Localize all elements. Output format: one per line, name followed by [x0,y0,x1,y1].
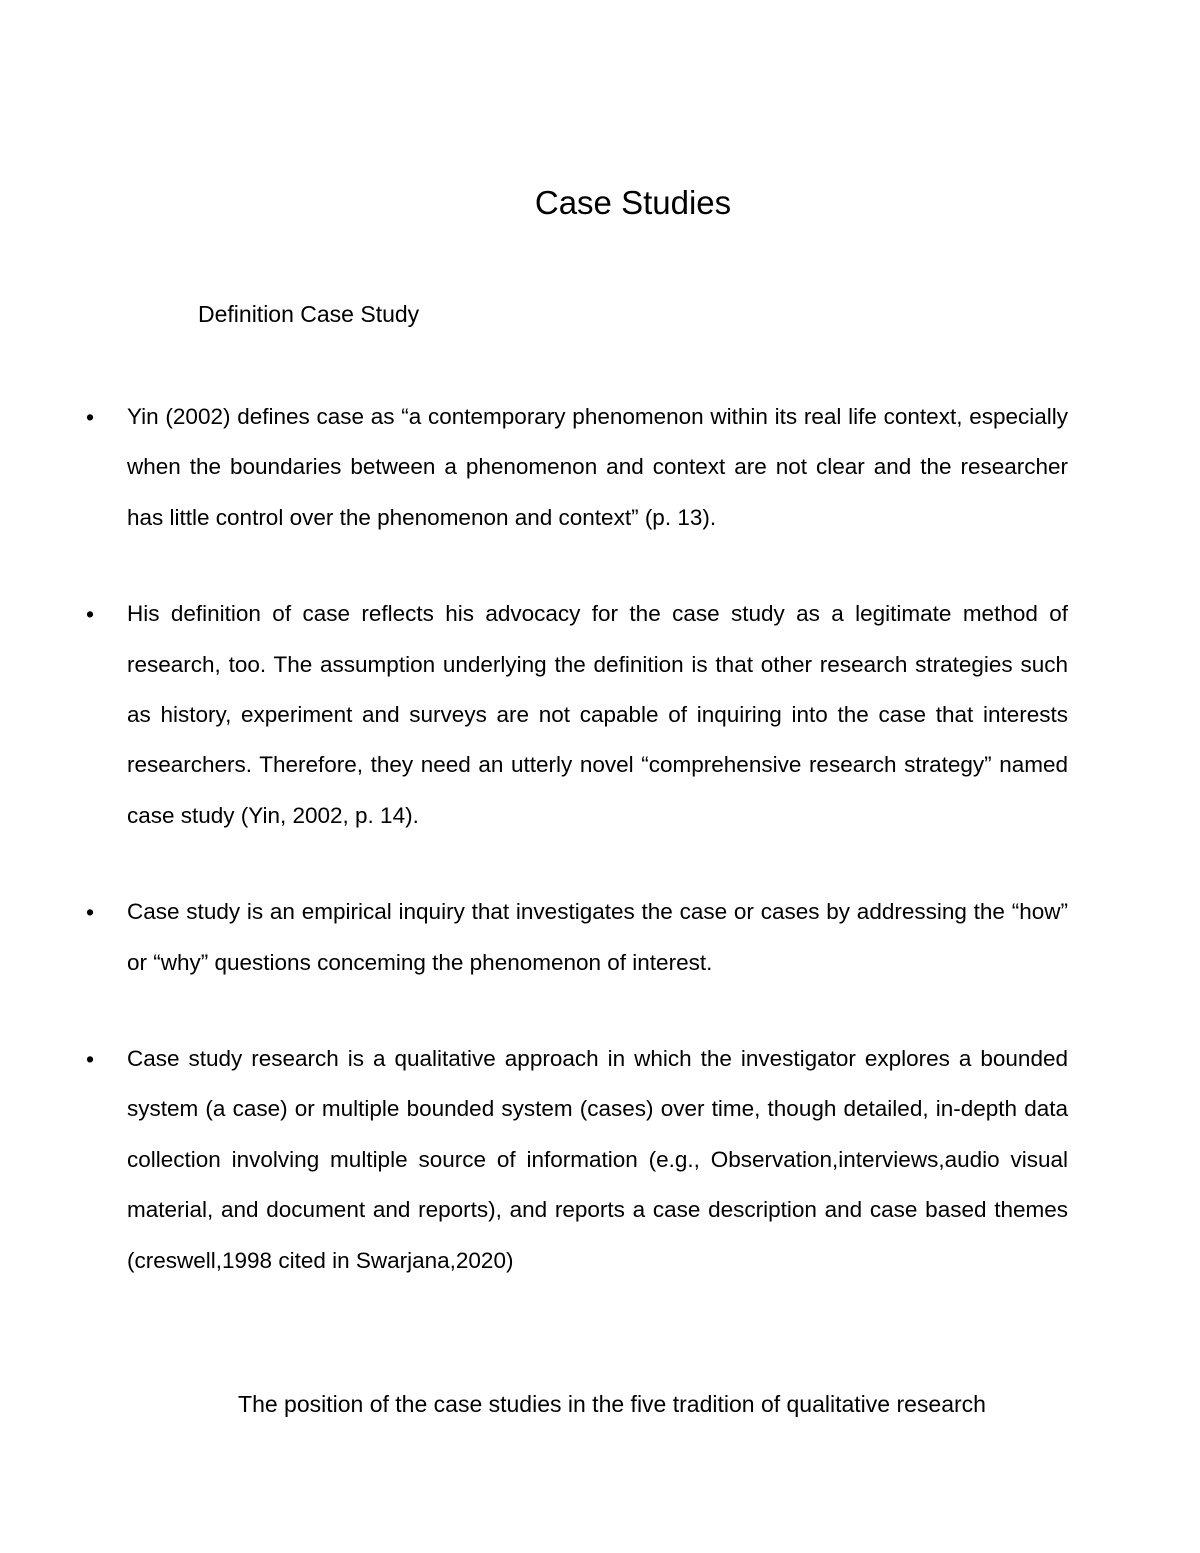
bullet-icon: • [86,899,95,926]
bullet-icon: • [86,601,95,628]
bullet-icon: • [86,404,95,430]
section-heading: Definition Case Study [198,301,420,327]
bullet-icon: • [86,1046,95,1073]
bullet-text: Case study research is a qualitative approach in which the investigator explores a bounded system (a case) or multiple bounded system (cases) over time, though detailed, in-depth data collection involving multiple source of information (e.g., Observation,interviews,audio visual material, and document and reports), and reports a case description and case based themes (creswell,1998 cited in Swarjana,2020) [127,1046,1068,1273]
closing-heading: The position of the case studies in the five tradition of qualitative research [238,1391,986,1417]
bullet-list [0,392,1200,1332]
list-item [0,1034,1200,1286]
bullet-text: His definition of case reflects his advocacy for the case study as a legitimate method of research, too. The assumption underlying the definition is that other research strategies such as history, experiment and surveys are not capable of inquiring into the case that interests researchers. Therefore, they need an utterly novel “comprehensive research strategy” named case study (Yin, 2002, p. 14). [127,601,1068,828]
list-item [0,392,1200,543]
page-title: Case Studies [534,184,732,221]
list-item [0,887,1200,988]
list-item [0,589,1200,841]
bullet-text: Yin (2002) defines case as “a contemporary phenomenon within its real life context, especially when the boundaries between a phenomenon and context are not clear and the researcher has little control over the phenomenon and context” (p. 13). [127,404,1068,530]
bullet-text: Case study is an empirical inquiry that investigates the case or cases by addressing the “how” or “why” questions conceming the phenomenon of interest. [127,899,1068,975]
